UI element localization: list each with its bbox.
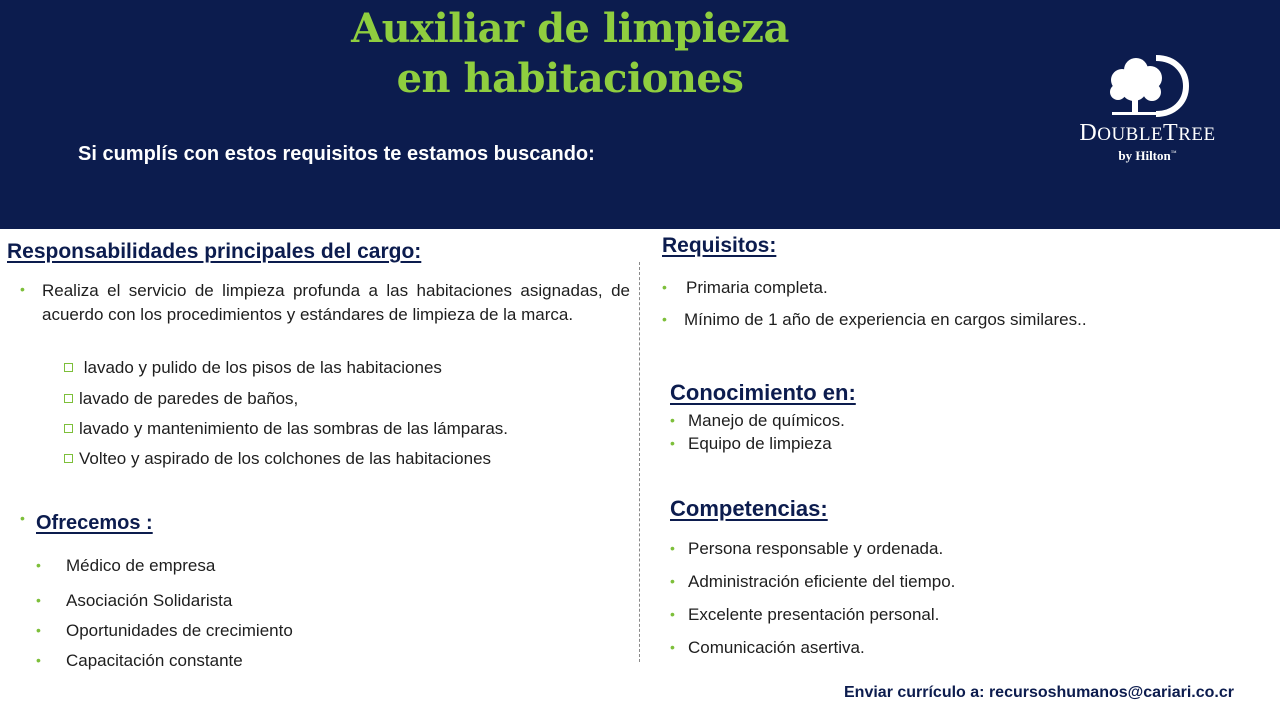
competency-item: Persona responsable y ordenada. bbox=[688, 539, 944, 558]
column-divider bbox=[639, 262, 640, 662]
competencies-heading: Competencias: bbox=[670, 496, 828, 521]
responsibility-subitem-text: lavado de paredes de baños, bbox=[79, 389, 299, 408]
checkbox-square-icon bbox=[64, 454, 73, 463]
responsibility-subitem-text: Volteo y aspirado de los colchones de las habitaciones bbox=[79, 449, 492, 468]
logo-brand-rest2: REE bbox=[1178, 124, 1216, 145]
offer-heading: Ofrecemos : bbox=[36, 512, 153, 534]
competency-item: Comunicación asertiva. bbox=[688, 638, 865, 657]
footer-contact: Enviar currículo a: recursoshumanos@cariari.co.cr bbox=[844, 684, 1234, 701]
responsibility-subitem bbox=[64, 358, 442, 378]
offer-item: Oportunidades de crecimiento bbox=[66, 621, 293, 640]
logo-brand-cap1: D bbox=[1079, 120, 1098, 146]
responsibility-main: Realiza el servicio de limpieza profunda a las habitaciones asignadas, de acuerdo con los procedimientos y estándares de limpieza de la marca. bbox=[42, 281, 630, 324]
responsibilities-heading: Responsabilidades principales del cargo: bbox=[7, 240, 422, 263]
responsibility-subitem-text: lavado y pulido de los pisos de las habitaciones bbox=[79, 358, 442, 377]
knowledge-heading: Conocimiento en: bbox=[670, 380, 856, 405]
bullet-dot: • bbox=[670, 540, 675, 556]
logo-sub bbox=[1060, 148, 1235, 164]
doubletree-logo bbox=[1060, 52, 1235, 164]
logo-sub-text: by Hilton bbox=[1118, 148, 1171, 163]
requirement-item: Primaria completa. bbox=[686, 278, 828, 297]
bullet-dot: • bbox=[36, 622, 41, 638]
requirements-heading: Requisitos: bbox=[662, 234, 777, 257]
knowledge-item: Equipo de limpieza bbox=[688, 434, 832, 453]
bullet-dot: • bbox=[670, 606, 675, 622]
responsibility-subitem-text: lavado y mantenimiento de las sombras de las lámparas. bbox=[79, 419, 508, 438]
bullet-dot: • bbox=[36, 652, 41, 668]
tree-icon bbox=[1106, 52, 1190, 118]
competency-item: Administración eficiente del tiempo. bbox=[688, 572, 956, 591]
header-banner bbox=[0, 0, 1280, 229]
checkbox-square-icon bbox=[64, 394, 73, 403]
bullet-dot: • bbox=[36, 557, 41, 573]
intro-text: Si cumplís con estos requisitos te estamos buscando: bbox=[78, 143, 595, 165]
offer-item: Capacitación constante bbox=[66, 651, 243, 670]
bullet-dot: • bbox=[670, 573, 675, 589]
logo-brand bbox=[1060, 120, 1235, 147]
job-title bbox=[220, 4, 920, 104]
bullet-dot: • bbox=[670, 412, 675, 428]
bullet-dot: • bbox=[36, 592, 41, 608]
offer-item: Asociación Solidarista bbox=[66, 591, 233, 610]
logo-brand-cap2: T bbox=[1163, 120, 1179, 146]
responsibility-subitem bbox=[64, 419, 508, 439]
competency-item: Excelente presentación personal. bbox=[688, 605, 940, 624]
bullet-dot: • bbox=[662, 311, 667, 327]
logo-trademark: ™ bbox=[1170, 150, 1177, 157]
knowledge-item: Manejo de químicos. bbox=[688, 411, 845, 430]
checkbox-square-icon bbox=[64, 363, 73, 372]
checkbox-square-icon bbox=[64, 424, 73, 433]
offer-item: Médico de empresa bbox=[66, 556, 216, 575]
bullet-dot: • bbox=[20, 281, 25, 297]
bullet-dot: • bbox=[670, 639, 675, 655]
job-title-line2: en habitaciones bbox=[396, 55, 744, 102]
bullet-dot: • bbox=[670, 435, 675, 451]
responsibility-subitem bbox=[64, 449, 491, 469]
requirement-item: Mínimo de 1 año de experiencia en cargos similares.. bbox=[684, 310, 1087, 329]
bullet-dot: • bbox=[20, 510, 25, 526]
responsibility-subitem bbox=[64, 389, 298, 409]
logo-brand-rest1: OUBLE bbox=[1097, 124, 1164, 145]
bullet-dot: • bbox=[662, 279, 667, 295]
job-title-line1: Auxiliar de limpieza bbox=[351, 5, 789, 52]
